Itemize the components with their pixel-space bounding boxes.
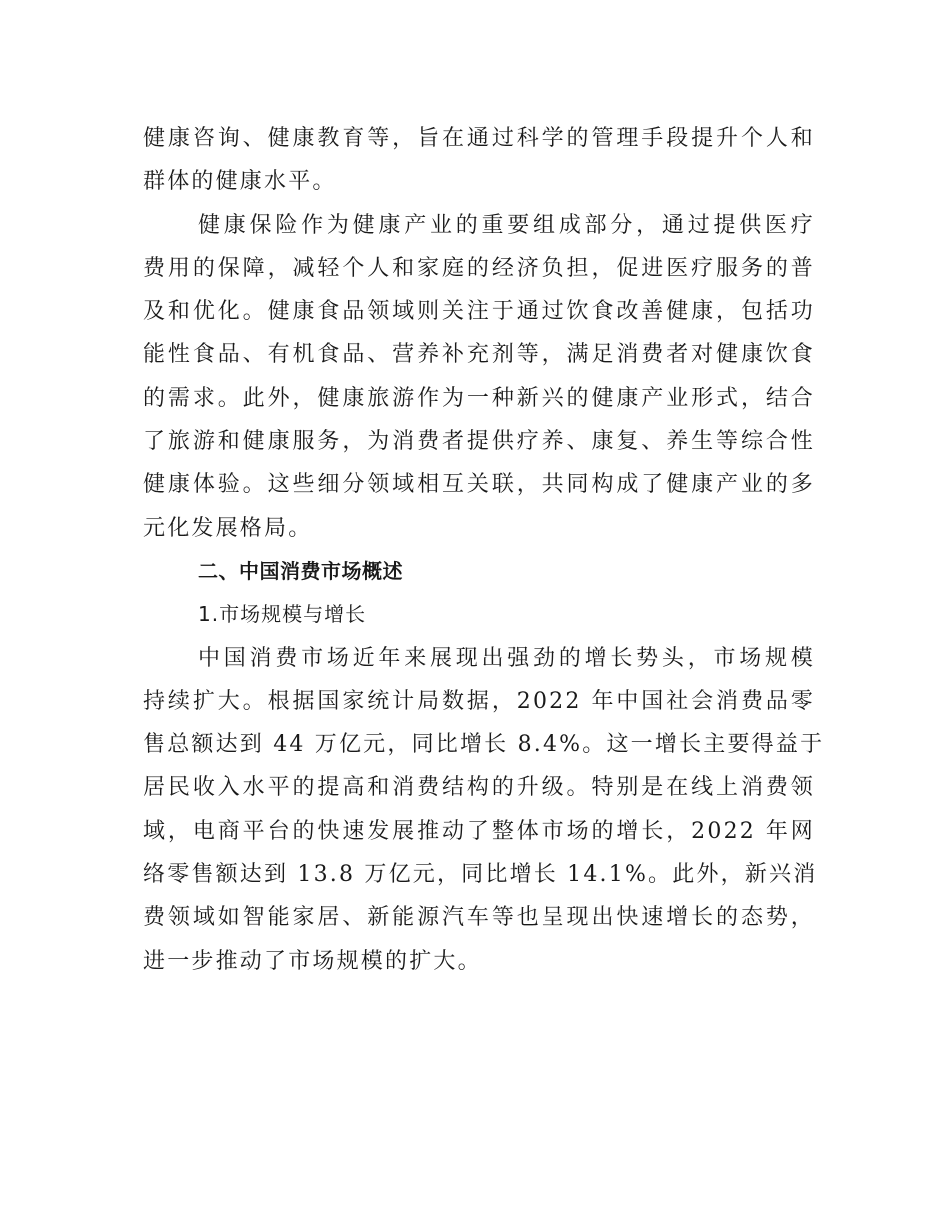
paragraph-line: 费用的保障，减轻个人和家庭的经济负担，促进医疗服务的普 (143, 255, 815, 281)
paragraph-line: 持续扩大。根据国家统计局数据，2022 年中国社会消费品零 (143, 688, 815, 714)
paragraph-line: 居民收入水平的提高和消费结构的升级。特别是在线上消费领 (143, 775, 815, 801)
paragraph-line: 元化发展格局。 (143, 515, 313, 541)
section-heading: 二、中国消费市场概述 (198, 558, 403, 583)
paragraph-line: 进一步推动了市场规模的扩大。 (143, 948, 482, 974)
paragraph-line: 了旅游和健康服务，为消费者提供疗养、康复、养生等综合性 (143, 429, 815, 455)
paragraph-line: 能性食品、有机食品、营养补充剂等，满足消费者对健康饮食 (143, 342, 815, 368)
paragraph-line: 群体的健康水平。 (143, 169, 337, 195)
paragraph-line: 络零售额达到 13.8 万亿元，同比增长 14.1%。此外，新兴消 (143, 862, 818, 888)
paragraph-line: 售总额达到 44 万亿元，同比增长 8.4%。这一增长主要得益于 (143, 732, 825, 758)
paragraph-line: 健康咨询、健康教育等，旨在通过科学的管理手段提升个人和 (143, 126, 815, 151)
subsection-heading: 1.市场规模与增长 (198, 602, 367, 627)
paragraph-line: 及和优化。健康食品领域则关注于通过饮食改善健康，包括功 (143, 299, 815, 325)
document-body (143, 117, 825, 983)
paragraph-line: 域，电商平台的快速发展推动了整体市场的增长，2022 年网 (143, 818, 815, 844)
paragraph-line: 健康保险作为健康产业的重要组成部分，通过提供医疗 (198, 212, 815, 238)
paragraph-line: 中国消费市场近年来展现出强劲的增长势头，市场规模 (198, 645, 815, 671)
paragraph-line: 费领域如智能家居、新能源汽车等也呈现出快速增长的态势， (143, 905, 815, 931)
paragraph-line: 健康体验。这些细分领域相互关联，共同构成了健康产业的多 (143, 472, 815, 498)
paragraph-line: 的需求。此外，健康旅游作为一种新兴的健康产业形式，结合 (143, 385, 815, 411)
